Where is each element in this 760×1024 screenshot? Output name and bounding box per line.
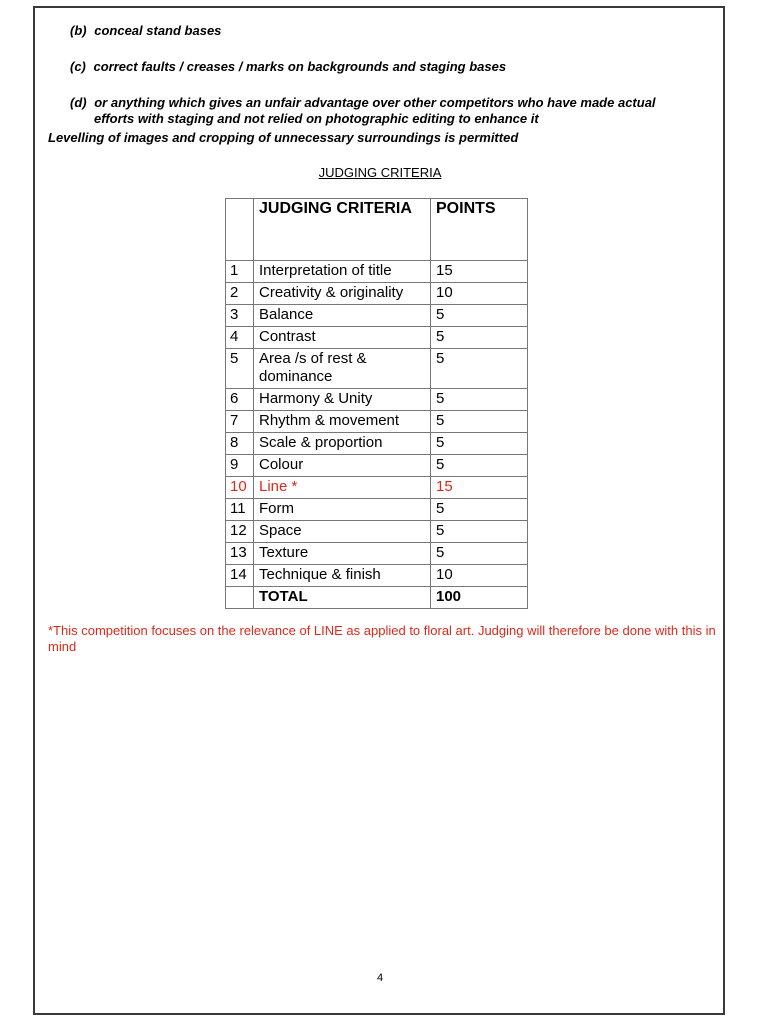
cropping-note: Levelling of images and cropping of unnecessary surroundings is permitted <box>48 130 519 145</box>
header-points-cell: POINTS <box>431 199 528 261</box>
total-points-cell: 100 <box>431 587 528 609</box>
list-item-c <box>70 59 506 75</box>
row-points-cell: 5 <box>431 499 528 521</box>
header-criteria-cell: JUDGING CRITERIA <box>254 199 431 261</box>
row-points-cell: 15 <box>431 261 528 283</box>
row-num-cell: 10 <box>226 477 254 499</box>
table-row <box>226 327 528 349</box>
table-row <box>226 411 528 433</box>
footnote: *This competition focuses on the relevance of LINE as applied to floral art. Judging will therefore be done with this in mind <box>48 623 716 654</box>
row-criteria-cell: Texture <box>254 543 431 565</box>
table-row <box>226 521 528 543</box>
row-criteria-cell: Interpretation of title <box>254 261 431 283</box>
row-num-cell: 5 <box>226 349 254 389</box>
list-item-key: (d) <box>70 95 87 110</box>
list-item-text: correct faults / creases / marks on backgrounds and staging bases <box>93 59 507 74</box>
judging-criteria-table <box>225 198 528 609</box>
row-num-cell: 4 <box>226 327 254 349</box>
row-criteria-cell: Scale & proportion <box>254 433 431 455</box>
row-num-cell: 12 <box>226 521 254 543</box>
table-heading: JUDGING CRITERIA <box>318 165 442 180</box>
row-num-cell: 8 <box>226 433 254 455</box>
list-item-text: or anything which gives an unfair advantage over other competitors who have made actual <box>94 95 656 110</box>
list-item-key: (c) <box>70 59 86 74</box>
row-points-cell: 5 <box>431 521 528 543</box>
row-criteria-cell: Space <box>254 521 431 543</box>
table-header-row <box>226 199 528 261</box>
row-points-cell: 5 <box>431 389 528 411</box>
table-row <box>226 543 528 565</box>
row-num-cell: 11 <box>226 499 254 521</box>
table-row <box>226 499 528 521</box>
row-criteria-cell: Contrast <box>254 327 431 349</box>
table-total-row <box>226 587 528 609</box>
row-num-cell: 14 <box>226 565 254 587</box>
row-points-cell: 5 <box>431 455 528 477</box>
row-points-cell: 5 <box>431 349 528 389</box>
row-num-cell: 9 <box>226 455 254 477</box>
row-num-cell: 6 <box>226 389 254 411</box>
table-row <box>226 261 528 283</box>
table-row <box>226 455 528 477</box>
row-criteria-cell: Form <box>254 499 431 521</box>
list-item-continuation: efforts with staging and not relied on photographic editing to enhance it <box>94 111 539 126</box>
row-criteria-cell: Balance <box>254 305 431 327</box>
list-item-b <box>70 23 221 39</box>
table-row <box>226 305 528 327</box>
row-points-cell: 5 <box>431 543 528 565</box>
page-number: 4 <box>376 972 384 984</box>
total-num-cell <box>226 587 254 609</box>
row-criteria-cell: Colour <box>254 455 431 477</box>
row-points-cell: 15 <box>431 477 528 499</box>
row-criteria-cell: Harmony & Unity <box>254 389 431 411</box>
row-num-cell: 13 <box>226 543 254 565</box>
table-row <box>226 283 528 305</box>
row-criteria-cell: Creativity & originality <box>254 283 431 305</box>
row-num-cell: 7 <box>226 411 254 433</box>
row-points-cell: 5 <box>431 411 528 433</box>
table-row <box>226 565 528 587</box>
total-label-cell: TOTAL <box>254 587 431 609</box>
row-points-cell: 10 <box>431 283 528 305</box>
list-item-d <box>70 95 720 127</box>
row-criteria-cell: Line * <box>254 477 431 499</box>
row-num-cell: 1 <box>226 261 254 283</box>
row-points-cell: 10 <box>431 565 528 587</box>
table-row <box>226 477 528 499</box>
row-criteria-cell: Rhythm & movement <box>254 411 431 433</box>
table-row <box>226 349 528 389</box>
table-row <box>226 389 528 411</box>
row-points-cell: 5 <box>431 327 528 349</box>
table-row <box>226 433 528 455</box>
row-points-cell: 5 <box>431 305 528 327</box>
list-item-text: conceal stand bases <box>94 23 222 38</box>
row-points-cell: 5 <box>431 433 528 455</box>
row-criteria-cell: Technique & finish <box>254 565 431 587</box>
row-num-cell: 3 <box>226 305 254 327</box>
row-num-cell: 2 <box>226 283 254 305</box>
list-item-key: (b) <box>70 23 87 38</box>
row-criteria-cell: Area /s of rest & dominance <box>254 349 431 389</box>
header-num-cell <box>226 199 254 261</box>
